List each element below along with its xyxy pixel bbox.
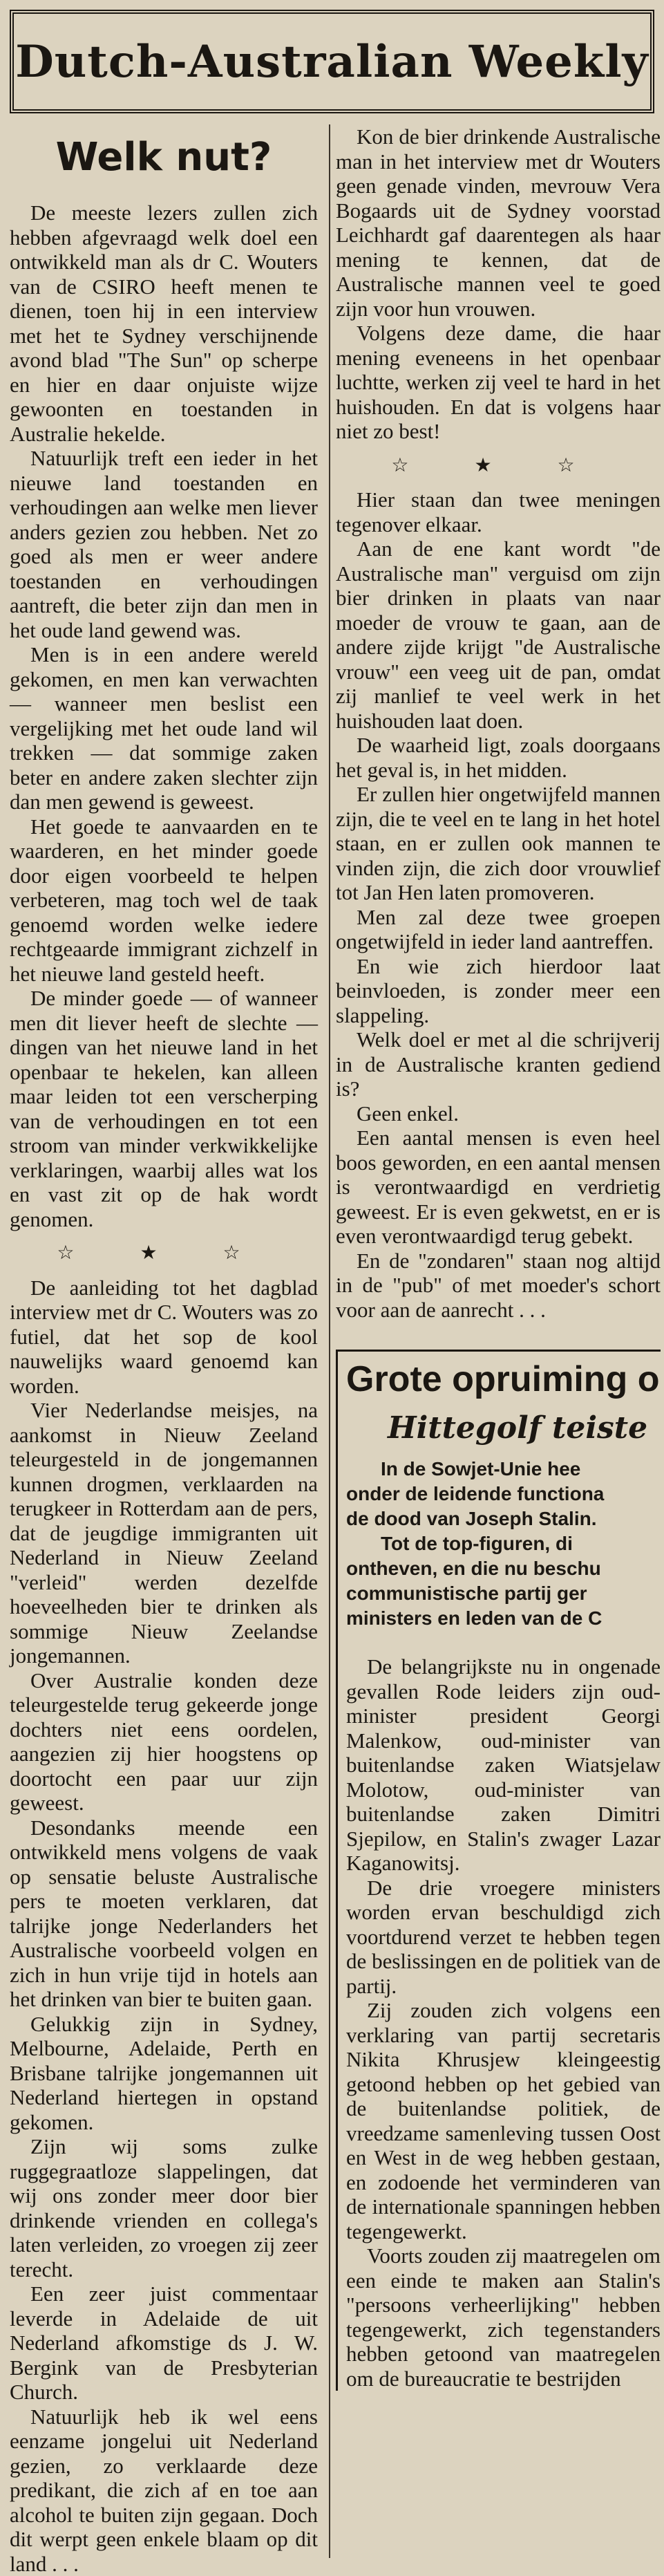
newspaper-title: Dutch-Australian Weekly bbox=[15, 36, 648, 88]
article-paragraph: De meeste lezers zullen zich hebben afgevraagd welk doel een ontwikkeld man als dr C. Wouters van de CSIRO heeft menen te dienen, toen hij in een interview met het te Sydney verschijnende avond blad "The Sun" op scherpe en hier en daar onjuiste wijze gewoonten en toestanden in Australie hekelde. bbox=[10, 200, 318, 446]
article-paragraph: Kon de bier drinkende Australische man in het interview met dr Wouters geen genade vinden, mevrouw Vera Bogaards uit de Sydney voorstad Leichhardt gaf daarentegen als haar mening te kennen, dat de Australische mannen veel te goed zijn voor hun vrouwen. bbox=[336, 124, 661, 321]
left-column bbox=[10, 124, 325, 2576]
article-paragraph: Natuurlijk treft een ieder in het nieuwe land toestanden en verhoudingen aan welke men liever anders gezien zou hebben. Net zo goed als men er weer andere toestanden en verhoudingen aantreft, die beter zijn dan men in het oude land gewend was. bbox=[10, 446, 318, 642]
article-paragraph: De aanleiding tot het dagblad interview met dr C. Wouters was zo futiel, dat het sop de kool nauwelijks waard genoemd kan worden. bbox=[10, 1276, 318, 1399]
article-paragraph: Volgens deze dame, die haar mening eveneens in het openbaar luchtte, werken zij veel te hard in het huishouden. En dat is volgens haar niet zo best! bbox=[336, 321, 661, 444]
lead-line: In de Sowjet-Unie hee bbox=[346, 1457, 661, 1482]
article-paragraph: De waarheid ligt, zoals doorgaans het geval is, in het midden. bbox=[336, 733, 661, 782]
article-paragraph: Zij zouden zich volgens een verklaring van partij secretaris Nikita Khrusjew kleingeestig getoond hebben op het gebied van de buitenlandse politiek, de vreedzame samenleving tussen Oost en West in de weg hebben gestaan, en zodoende het verminderen van de internationale spanningen hebben tegengewerkt. bbox=[346, 1998, 661, 2243]
article-paragraph: Het goede te aanvaarden en te waarderen, en het minder goede door eigen voorbeeld te helpen verbeteren, mag toch wel de taak genoemd worden welke iedere rechtgeaarde immigrant zichzelf in het nieuwe land gesteld heeft. bbox=[10, 814, 318, 987]
article-paragraph: Welk doel er met al die schrijverij in de Australische kranten gediend is? bbox=[336, 1027, 661, 1101]
article-paragraph: Geen enkel. bbox=[336, 1101, 661, 1126]
right-column bbox=[336, 124, 661, 2391]
masthead bbox=[10, 10, 654, 113]
second-article-subheadline: Hittegolf teiste bbox=[346, 1408, 661, 1448]
column-divider bbox=[329, 124, 330, 2558]
article-paragraph: Een aantal mensen is even heel boos geworden, en een aantal mensen is verontwaardigd en verdrietig geweest. Er is even gekwetst, en er is even verontwaardigd terug gebekt. bbox=[336, 1126, 661, 1249]
article-headline: Welk nut? bbox=[10, 136, 318, 180]
lead-line: Tot de top-figuren, di bbox=[346, 1531, 661, 1556]
second-article-lead bbox=[346, 1457, 661, 1631]
article-paragraph: De belangrijkste nu in ongenade gevallen Rode leiders zijn oud-minister president Georgi Malenkow, oud-minister van buitenlandse zaken Wiatsjelaw Molotow, oud-minister van buitenlandse zaken Dimitri Sjepilow, en Stalin's zwager Lazar Kaganowitsj. bbox=[346, 1654, 661, 1876]
article-paragraph: Aan de ene kant wordt "de Australische man" verguisd om zijn bier drinken in plaats van naar moeder de vrouw te gaan, aan de andere zijde krijgt "de Australische vrouw" een veeg uit de pan, omdat zij manlief te veel werk in het huishouden laat doen. bbox=[336, 536, 661, 733]
article-paragraph: Vier Nederlandse meisjes, na aankomst in Nieuw Zeeland teleurgesteld in de jongemannen kunnen drogmen, verklaarden na terugkeer in Rotterdam aan de pers, dat de jeugdige immigranten uit Nederland in Nieuw Zeeland "verleid" werden dezelfde hoeveelheden bier te drinken als sommige Nieuw Zeelandse jongemannen. bbox=[10, 1398, 318, 1668]
second-article-headline: Grote opruiming o bbox=[346, 1357, 661, 1401]
article-paragraph: Gelukkig zijn in Sydney, Melbourne, Adelaide, Perth en Brisbane talrijke jongemannen uit Nederland hiertegen in opstand gekomen. bbox=[10, 2012, 318, 2135]
article-paragraph: Natuurlijk heb ik wel eens eenzame jongelui uit Nederland gezien, zo verklaarde deze predikant, die zich af en toe aan alcohol te buiten zijn gegaan. Doch dit werpt geen enkele blaam op dit land . . . bbox=[10, 2405, 318, 2576]
article-paragraph: Over Australie konden deze teleurgestelde terug gekeerde jonge dochters niet eens oordelen, aangezien zij hier hoogstens op doortocht een paar uur zijn geweest. bbox=[10, 1668, 318, 1816]
article-paragraph: Er zullen hier ongetwijfeld mannen zijn, die te veel en te lang in het hotel staan, en er zullen ook mannen te vinden zijn, die zich door vrouwlief tot Jan Hen laten promoveren. bbox=[336, 782, 661, 905]
lead-line: communistische partij ger bbox=[346, 1581, 661, 1606]
article-paragraph: Men zal deze twee groepen ongetwijfeld in ieder land aantreffen. bbox=[336, 905, 661, 954]
article-paragraph: Hier staan dan twee meningen tegenover elkaar. bbox=[336, 487, 661, 536]
article-paragraph: Een zeer juist commentaar leverde in Adelaide de uit Nederland afkomstige ds J. W. Bergink van de Presbyterian Church. bbox=[10, 2281, 318, 2405]
article-paragraph: Desondanks meende een ontwikkeld mens volgens de vaak op sensatie beluste Australische pers te moeten verklaren, dat talrijke jonge Nederlanders het Australische voorbeeld volgen en zich in hun vrije tijd in hotels aan het drinken van bier te buiten gaan. bbox=[10, 1816, 318, 2012]
article-paragraph: De minder goede — of wanneer men dit liever heeft de slechte — dingen van het nieuwe land in het openbaar te hekelen, kan alleen maar leiden tot een verscherping van de verhoudingen en tot een stroom van minder verkwikkelijke verklaringen, waarbij alles wat los en vast zit op de hak wordt genomen. bbox=[10, 986, 318, 1231]
article-paragraph: Zijn wij soms zulke ruggegraatloze slappelingen, dat wij ons zonder meer door bier drinkende vrienden en collega's laten verleiden, zo vroegen zij zeer terecht. bbox=[10, 2134, 318, 2281]
section-stars: ☆ ★ ☆ bbox=[336, 454, 661, 478]
section-stars: ☆ ★ ☆ bbox=[10, 1241, 318, 1266]
lead-line: onder de leidende functiona bbox=[346, 1482, 661, 1506]
second-article bbox=[336, 1350, 661, 2391]
article-paragraph: Men is in een andere wereld gekomen, en men kan verwachten — wanneer men beslist een vergelijking met het oude land wil trekken — dat sommige zaken beter en andere zaken slechter zijn dan men gewend is geweest. bbox=[10, 642, 318, 814]
article-paragraph: En wie zich hierdoor laat beinvloeden, is zonder meer een slappeling. bbox=[336, 954, 661, 1028]
lead-line: de dood van Joseph Stalin. bbox=[346, 1506, 661, 1531]
article-paragraph: En de "zondaren" staan nog altijd in de "pub" of met moeder's schort voor aan de aanrecht . . . bbox=[336, 1249, 661, 1323]
spacer bbox=[346, 1635, 661, 1654]
article-paragraph: Voorts zouden zij maatregelen om een einde te maken aan Stalin's "persoons verheerlijking" hebben tegengewerkt, zich tegenstanders hebben getoond van maatregelen om de bureaucratie te bestrijden bbox=[346, 2243, 661, 2391]
article-paragraph: De drie vroegere ministers worden ervan beschuldigd zich voortdurend verzet te hebben tegen de beslissingen en de politiek van de partij. bbox=[346, 1876, 661, 1999]
lead-line: ontheven, en die nu beschu bbox=[346, 1556, 661, 1581]
lead-line: ministers en leden van de C bbox=[346, 1606, 661, 1631]
